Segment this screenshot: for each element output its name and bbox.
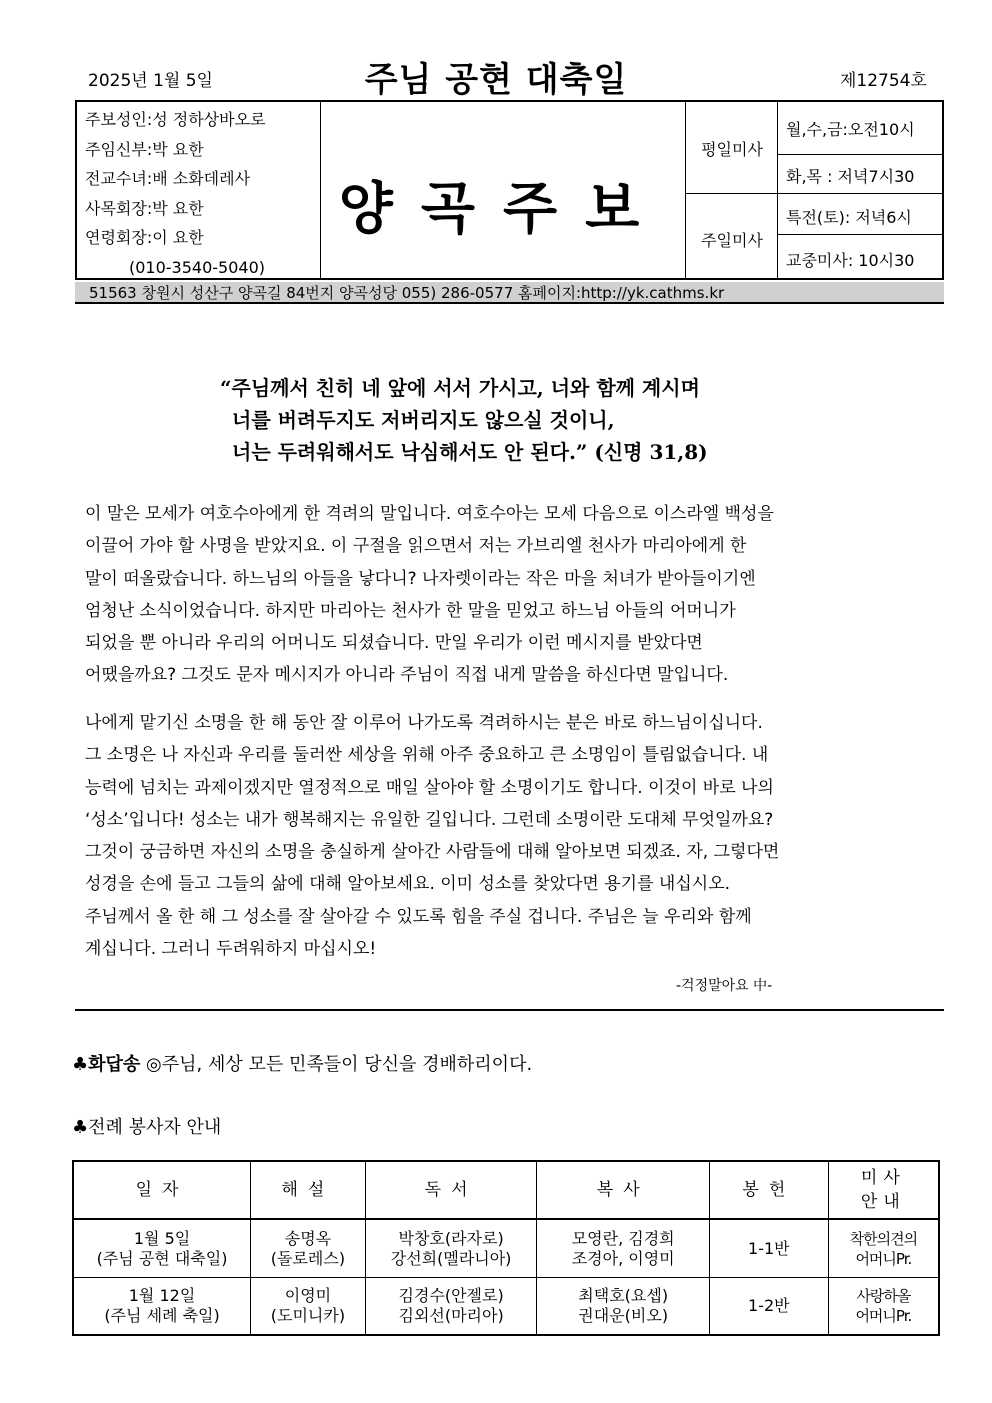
bulletin-name: 양곡주보 xyxy=(338,177,668,242)
server-names: 권대운(비오) xyxy=(578,1306,669,1325)
feast-text: (주님 공현 대축일) xyxy=(96,1248,228,1268)
servers-table xyxy=(72,1160,940,1336)
quote-line: 너는 두려워해서도 낙심해서도 안 된다.” (신명 31,8) xyxy=(232,440,708,464)
masthead-divider xyxy=(777,100,778,280)
reflection-paragraph xyxy=(85,707,945,965)
cell-guide xyxy=(828,1278,939,1336)
cell-commentary xyxy=(251,1219,366,1278)
paragraph-line: 그것이 궁금하면 자신의 소명을 충실하게 살아간 사람들에 대해 알아보면 되겠죠. 자, 그렇다면 xyxy=(85,842,780,863)
weekday-mass-time: 화,목 : 저녁7시30 xyxy=(786,167,915,186)
masthead-divider xyxy=(685,100,686,280)
header-offering: 봉헌 xyxy=(709,1161,828,1219)
cell-servers xyxy=(537,1278,710,1336)
staff-council-president: 사목회장:박 요한 xyxy=(85,198,204,218)
table-row xyxy=(73,1278,939,1336)
header-guide-line: 미사 xyxy=(860,1168,906,1188)
staff-list xyxy=(85,105,266,283)
cell-guide xyxy=(828,1219,939,1278)
cell-reading xyxy=(365,1219,537,1278)
staff-patron: 주보성인:성 정하상바오로 xyxy=(85,110,266,129)
header-reading: 독서 xyxy=(365,1161,537,1219)
guide-text: 어머니Pr. xyxy=(855,1307,912,1325)
weekday-mass-label: 평일미사 xyxy=(701,140,763,159)
server-names: 모영란, 김경희 xyxy=(571,1228,675,1248)
paragraph-line: 나에게 맡기신 소명을 한 해 동안 잘 이루어 나가도록 격려하시는 분은 바로 하느님이십니다. xyxy=(85,713,763,733)
psalm-response xyxy=(72,1050,532,1076)
address-text: 51563 창원시 성산구 양곡길 84번지 양곡성당 055) 286-0577 홈페이지:http://yk.cathms.kr xyxy=(89,284,725,302)
paragraph-line: 어땠을까요? 그것도 문자 메시지가 아니라 주님이 직접 내게 말씀을 하신다면 말입니다. xyxy=(85,665,729,686)
table-header-row xyxy=(73,1161,939,1219)
commentary-baptismal: (돌로레스) xyxy=(270,1248,346,1268)
staff-phone: (010-3540-5040) xyxy=(129,257,266,277)
cell-servers xyxy=(537,1219,710,1278)
paragraph-line: 계십니다. 그러니 두려워하지 마십시오! xyxy=(85,939,377,960)
staff-pastor: 주임신부:박 요한 xyxy=(85,139,204,159)
address-bar xyxy=(75,282,944,304)
reader-name: 김외선(마리아) xyxy=(398,1306,504,1325)
reflection-paragraph xyxy=(85,498,945,692)
cell-date xyxy=(73,1278,251,1336)
cell-date xyxy=(73,1219,251,1278)
guide-text: 착한의견의 xyxy=(849,1229,918,1248)
staff-sister: 전교수녀:배 소화데레사 xyxy=(85,169,251,189)
header-commentary: 해설 xyxy=(251,1161,366,1219)
guide-text: 어머니Pr. xyxy=(855,1249,912,1268)
paragraph-line: 엄청난 소식이었습니다. 하지만 마리아는 천사가 한 말을 믿었고 하느님 아들의 어머니가 xyxy=(85,600,736,621)
bulletin-date: 2025년 1월 5일 xyxy=(88,71,213,91)
paragraph-line: 이끌어 가야 할 사명을 받았지요. 이 구절을 읽으면서 저는 가브리엘 천사가 마리아에게 한 xyxy=(85,536,747,557)
cell-reading xyxy=(365,1278,537,1336)
issue-number: 제12754호 xyxy=(840,71,927,91)
paragraph-line: 능력에 넘치는 과제이겠지만 열정적으로 매일 살아야 할 소명이기도 합니다. 이것이 바로 나의 xyxy=(85,777,774,798)
servers-heading: ♣전례 봉사자 안내 xyxy=(72,1117,222,1138)
commentary-baptismal: (도미니카) xyxy=(270,1306,346,1325)
cell-offering: 1-1반 xyxy=(709,1219,828,1278)
header-guide xyxy=(828,1161,939,1219)
date-text: 1월 12일 xyxy=(128,1286,196,1305)
sunday-mass-label: 주일미사 xyxy=(701,231,763,250)
header-servers: 복사 xyxy=(537,1161,710,1219)
cell-commentary xyxy=(251,1278,366,1336)
header-date: 일자 xyxy=(73,1161,251,1219)
paragraph-line: ‘성소’입니다! 성소는 내가 행복해지는 유일한 길입니다. 그런데 소명이란 도대체 무엇일까요? xyxy=(85,809,774,830)
server-names: 최택호(요셉) xyxy=(578,1286,669,1305)
psalm-label: ♣화답송 xyxy=(72,1054,141,1075)
header-guide-line: 안내 xyxy=(860,1192,906,1212)
page-title: 주님 공현 대축일 xyxy=(364,60,628,100)
quote-line: 너를 버려두지도 저버리지도 않으실 것이니, xyxy=(232,408,615,432)
table-row xyxy=(73,1219,939,1278)
commentary-name: 이영미 xyxy=(284,1286,332,1305)
source-note: -걱정말아요 中- xyxy=(676,978,773,994)
paragraph-line: 되었을 뿐 아니라 우리의 어머니도 되셨습니다. 만일 우리가 이런 메시지를 받았다면 xyxy=(85,633,703,654)
mass-divider xyxy=(685,193,944,194)
paragraph-line: 말이 떠올랐습니다. 하느님의 아들을 낳다니? 나자렛이라는 작은 마을 처녀가 받아들이기엔 xyxy=(85,568,756,589)
sunday-mass-time: 교중미사: 10시30 xyxy=(786,251,915,270)
quote-line: “주님께서 친히 네 앞에 서서 가시고, 너와 함께 계시며 xyxy=(220,376,700,400)
feast-text: (주님 세례 축일) xyxy=(104,1306,220,1325)
cell-offering: 1-2반 xyxy=(709,1278,828,1336)
paragraph-line: 성경을 손에 들고 그들의 삶에 대해 알아보세요. 이미 성소를 찾았다면 용기를 내십시오. xyxy=(85,874,731,895)
paragraph-line: 주님께서 올 한 해 그 성소를 잘 살아갈 수 있도록 힘을 주실 겁니다. 주님은 늘 우리와 함께 xyxy=(85,906,752,927)
reader-name: 박창호(라자로) xyxy=(398,1228,504,1248)
sunday-mass-time: 특전(토): 저녁6시 xyxy=(786,208,912,227)
commentary-name: 송명옥 xyxy=(284,1228,332,1248)
server-names: 조경아, 이영미 xyxy=(571,1248,675,1268)
reader-name: 강선희(멜라니아) xyxy=(390,1248,512,1268)
staff-funeral-president: 연령회장:이 요한 xyxy=(85,228,204,248)
psalm-text: ◎주님, 세상 모든 민족들이 당신을 경배하리이다. xyxy=(146,1054,533,1075)
section-divider xyxy=(75,1009,944,1011)
mass-divider xyxy=(777,154,944,155)
paragraph-line: 이 말은 모세가 여호수아에게 한 격려의 말입니다. 여호수아는 모세 다음으로 이스라엘 백성을 xyxy=(85,504,774,524)
weekday-mass-time: 월,수,금:오전10시 xyxy=(786,120,915,139)
date-text: 1월 5일 xyxy=(133,1228,191,1248)
mass-divider xyxy=(777,234,944,235)
reader-name: 김경수(안젤로) xyxy=(398,1286,504,1305)
guide-text: 사랑하올 xyxy=(856,1287,911,1305)
paragraph-line: 그 소명은 나 자신과 우리를 둘러싼 세상을 위해 아주 중요하고 큰 소명임이 틀림없습니다. 내 xyxy=(85,745,769,766)
